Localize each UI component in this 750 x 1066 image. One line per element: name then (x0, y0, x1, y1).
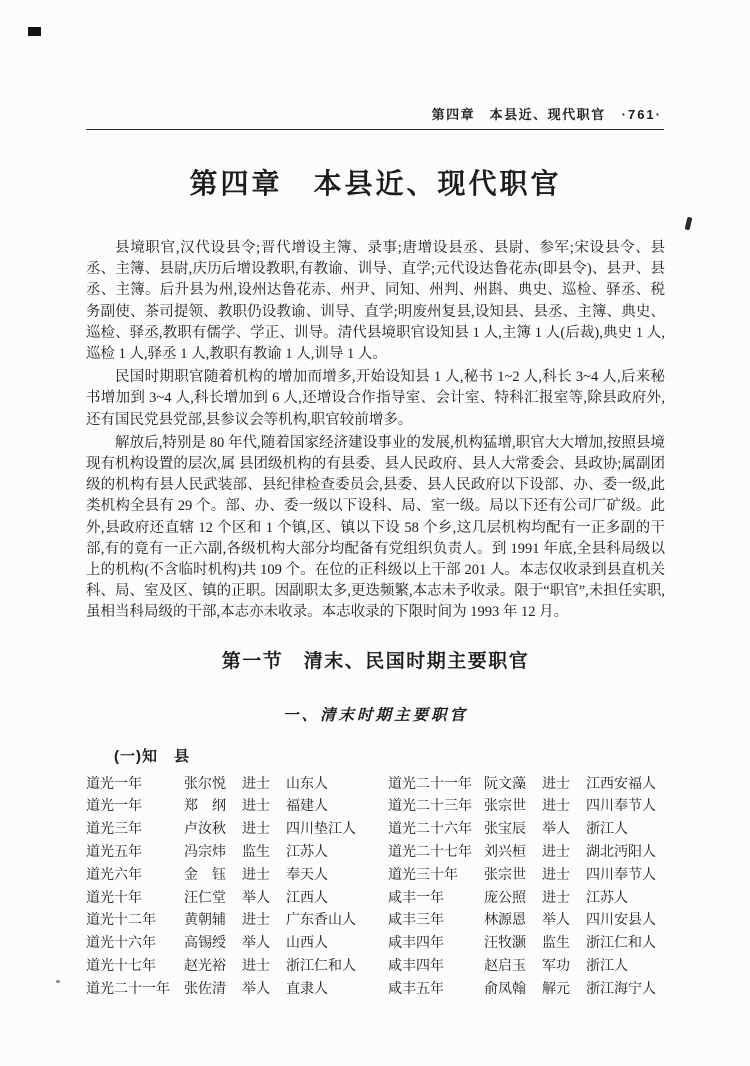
right-origin-cell: 四川安县人 (586, 913, 656, 929)
left-era-cell: 道光六年 (86, 867, 142, 883)
right-origin-cell: 四川奉节人 (586, 799, 656, 815)
left-origin-cell: 江苏人 (286, 845, 328, 861)
body-text (86, 238, 665, 624)
right-origin-cell: 四川奉节人 (586, 867, 656, 883)
left-name-cell: 金 钰 (184, 867, 226, 883)
right-origin-cell: 浙江仁和人 (586, 936, 656, 952)
chapter-title: 第四章 本县近、现代职官 (189, 168, 562, 199)
left-era-cell: 道光十年 (86, 890, 142, 906)
registration-mark (28, 27, 41, 36)
left-era-cell: 道光二十一年 (86, 981, 170, 997)
left-degree-cell: 进士 (242, 776, 270, 792)
section-title: 第一节 清末、民国时期主要职官 (221, 650, 530, 672)
left-degree-cell: 进士 (242, 959, 270, 975)
right-era-cell: 道光三十年 (388, 867, 458, 883)
left-degree-cell: 进士 (242, 799, 270, 815)
left-degree-cell: 举人 (242, 890, 270, 906)
right-era-cell: 咸丰一年 (388, 890, 444, 906)
table-row (86, 888, 665, 911)
right-era-cell: 道光二十三年 (388, 799, 472, 815)
left-origin-cell: 广东香山人 (286, 913, 356, 929)
header-rule (86, 129, 664, 130)
right-origin-cell: 浙江人 (586, 822, 628, 838)
left-name-cell: 汪仁堂 (184, 890, 226, 906)
paragraph-history: 县境职官,汉代设县令;晋代增设主簿、录事;唐增设县丞、县尉、参军;宋设县令、县丞、主簿、县尉,庆历后增设教职,有教谕、训导、直学;元代设达鲁花赤(即县令)、县尹、县丞、主簿。后升县为州,设州达鲁花赤、州尹、同知、州判、州斟、典史、巡检、驿丞、税务副使、茶司提领、教职仍设教谕、训导、直学;明废州复县,设知县、县丞、主簿、典史、巡检、驿丞,教职有儒学、学正、训导。清代县境职官设知县 1 人,主簿 1 人(后裁),典史 1 人,巡检 1 人,驿丞 1 人,教职有教谕 1 人,训导 1 人。 (86, 240, 665, 363)
table-row (86, 842, 665, 865)
right-era-cell: 道光二十六年 (388, 822, 472, 838)
right-name-cell: 张宝辰 (484, 822, 526, 838)
scan-speck (56, 980, 60, 983)
running-header-chapter: 第四章 本县近、现代职官 (431, 107, 606, 122)
ink-mark (685, 217, 693, 231)
running-header-page-number: ·761· (621, 107, 662, 122)
left-era-cell: 道光五年 (86, 845, 142, 861)
right-origin-cell: 江西安福人 (586, 776, 656, 792)
left-era-cell: 道光十六年 (86, 936, 156, 952)
right-era-cell: 咸丰三年 (388, 913, 444, 929)
right-era-cell: 道光二十七年 (388, 845, 472, 861)
table-row (86, 865, 665, 888)
left-degree-cell: 进士 (242, 822, 270, 838)
right-degree-cell: 举人 (542, 822, 570, 838)
left-origin-cell: 江西人 (286, 890, 328, 906)
left-origin-cell: 奉天人 (286, 867, 328, 883)
magistrate-label: (一)知 县 (114, 747, 190, 765)
running-header (86, 104, 662, 123)
table-row (86, 774, 665, 797)
left-name-cell: 郑 纲 (184, 799, 226, 815)
left-origin-cell: 福建人 (286, 799, 328, 815)
right-name-cell: 汪牧灏 (484, 936, 526, 952)
left-era-cell: 道光三年 (86, 822, 142, 838)
left-name-cell: 冯宗炜 (184, 845, 226, 861)
table-row (86, 956, 665, 979)
right-origin-cell: 浙江人 (586, 959, 628, 975)
page-content (86, 150, 665, 1002)
right-degree-cell: 监生 (542, 936, 570, 952)
left-origin-cell: 山东人 (286, 776, 328, 792)
left-name-cell: 高锡绶 (184, 936, 226, 952)
left-era-cell: 道光一年 (86, 776, 142, 792)
right-era-cell: 咸丰四年 (388, 959, 444, 975)
right-name-cell: 刘兴桓 (484, 845, 526, 861)
table-row (86, 910, 665, 933)
right-name-cell: 林源恩 (484, 913, 526, 929)
left-era-cell: 道光一年 (86, 799, 142, 815)
left-origin-cell: 浙江仁和人 (286, 959, 356, 975)
officials-table (86, 774, 665, 1002)
right-degree-cell: 进士 (542, 776, 570, 792)
table-row (86, 933, 665, 956)
subsection-title: 一、清末时期主要职官 (282, 706, 468, 724)
table-row (86, 819, 665, 842)
left-degree-cell: 举人 (242, 981, 270, 997)
right-degree-cell: 进士 (542, 890, 570, 906)
left-origin-cell: 山西人 (286, 936, 328, 952)
right-origin-cell: 浙江海宁人 (586, 981, 656, 997)
right-degree-cell: 进士 (542, 867, 570, 883)
left-degree-cell: 监生 (242, 845, 270, 861)
right-name-cell: 张宗世 (484, 867, 526, 883)
right-name-cell: 张宗世 (484, 799, 526, 815)
right-origin-cell: 湖北沔阳人 (586, 845, 656, 861)
left-name-cell: 赵光裕 (184, 959, 226, 975)
right-era-cell: 道光二十一年 (388, 776, 472, 792)
left-name-cell: 黄朝辅 (184, 913, 226, 929)
right-degree-cell: 军功 (542, 959, 570, 975)
left-origin-cell: 四川垫江人 (286, 822, 356, 838)
left-name-cell: 卢汝秋 (184, 822, 226, 838)
table-row (86, 979, 665, 1002)
left-era-cell: 道光十七年 (86, 959, 156, 975)
left-era-cell: 道光十二年 (86, 913, 156, 929)
table-row (86, 796, 665, 819)
right-name-cell: 庞公照 (484, 890, 526, 906)
left-name-cell: 张佐清 (184, 981, 226, 997)
right-degree-cell: 进士 (542, 799, 570, 815)
right-name-cell: 赵启玉 (484, 959, 526, 975)
right-origin-cell: 江苏人 (586, 890, 628, 906)
right-name-cell: 阮文藻 (484, 776, 526, 792)
left-degree-cell: 进士 (242, 913, 270, 929)
right-degree-cell: 解元 (542, 981, 570, 997)
right-name-cell: 俞凤翰 (484, 981, 526, 997)
left-name-cell: 张尔悦 (184, 776, 226, 792)
paragraph-republic: 民国时期职官随着机构的增加而增多,开始设知县 1 人,秘书 1~2 人,科长 3~4 人,后来秘书增加到 3~4 人,科长增加到 6 人,还增设合作指导室、会计室、特科汇报室等,除县政府外,还有国民党县党部,县参议会等机构,职官较前增多。 (86, 369, 665, 428)
right-era-cell: 咸丰四年 (388, 936, 444, 952)
left-degree-cell: 进士 (242, 867, 270, 883)
right-era-cell: 咸丰五年 (388, 981, 444, 997)
left-origin-cell: 直隶人 (286, 981, 328, 997)
paragraph-post-liberation: 解放后,特别是 80 年代,随着国家经济建设事业的发展,机构猛增,职官大大增加,按照县境现有机构设置的层次,属 县团级机构的有县委、县人民政府、县人大常委会、县政协;属副团级的机构有县人民武装部、县纪律检查委员会,县委、县人民政府以下设部、办、委一级,此类机构全县有 29 个。部、办、委一级以下设科、局、室一级。局以下还有公司厂矿级。此外,县政府还直辖 12 个区和 1 个镇,区、镇以下设 58 个乡,这几层机构均配有一正多副的干部,有的竟有一正六副,各级机构大部分均配备有党组织负责人。到 1991 年底,全县科局级以上的机构(不含临时机构)共 109 个。在位的正科级以上干部 201 人。本志仅收录到县直机关科、局、室及区、镇的正职。因副职太多,更迭频繁,本志未予收录。限于“职官”,未担任实职,虽相当科局级的干部,本志亦未收录。本志收录的下限时间为 1993 年 12 月。 (86, 434, 665, 621)
right-degree-cell: 举人 (542, 913, 570, 929)
left-degree-cell: 举人 (242, 936, 270, 952)
right-degree-cell: 进士 (542, 845, 570, 861)
